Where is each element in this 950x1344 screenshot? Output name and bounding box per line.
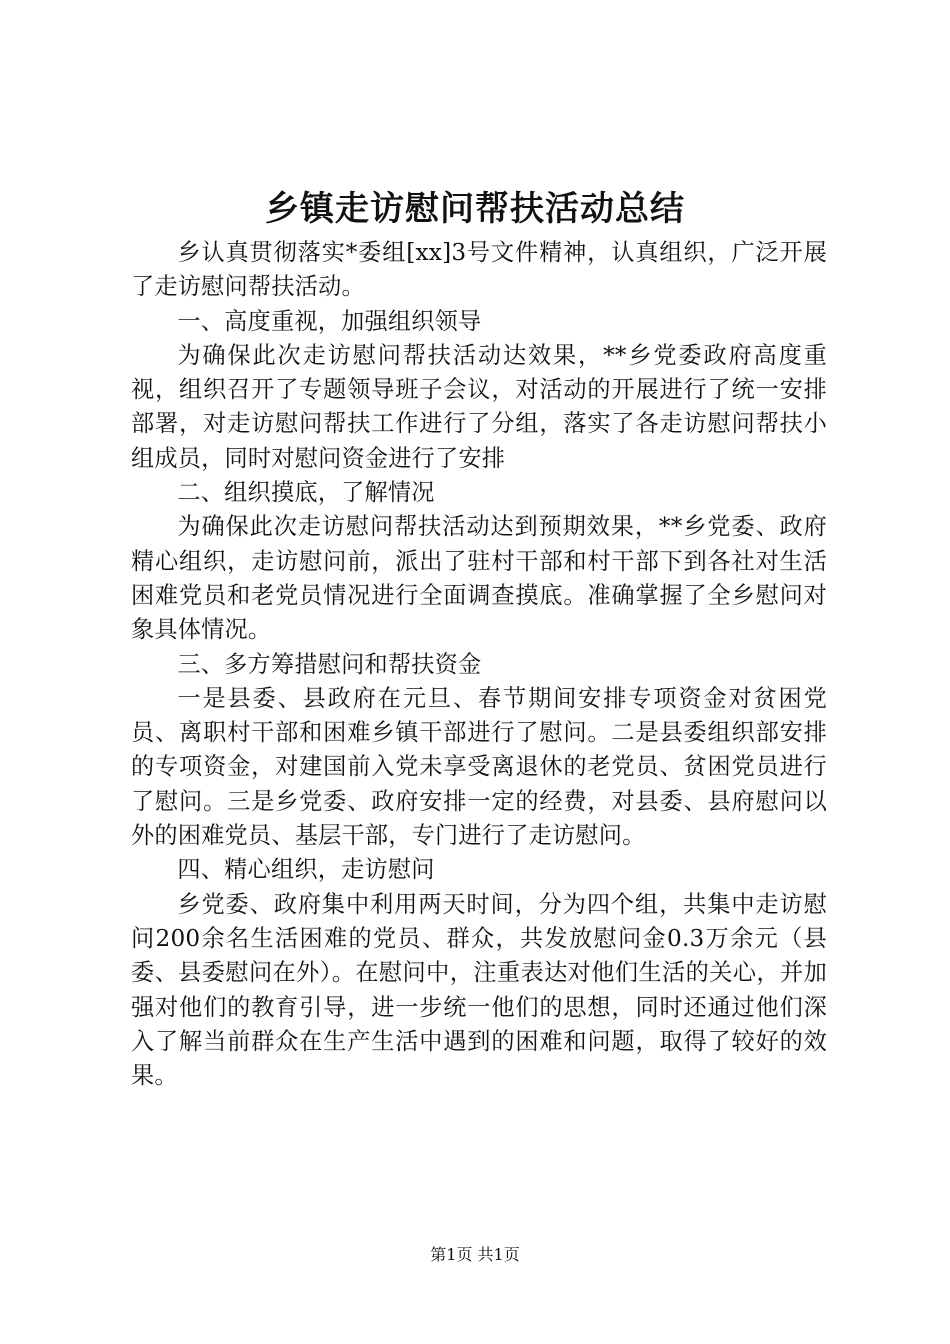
section-heading-2: 二、组织摸底，了解情况 (177, 479, 435, 507)
intro-paragraph: 乡认真贯彻落实*委组[xx]3号文件精神，认真组织，广泛开展了走访慰问帮扶活动。 (131, 239, 827, 301)
section-paragraph-3: 一是县委、县政府在元旦、春节期间安排专项资金对贫困党员、离职村干部和困难乡镇干部进行了慰问。二是县委组织部安排的专项资金，对建国前入党未享受离退休的老党员、贫困党员进行了慰问。三是乡党委、政府安排一定的经费，对县委、县府慰问以外的困难党员、基层干部，专门进行了走访慰问。 (131, 684, 827, 850)
document-body (131, 236, 827, 1093)
page-footer: 第1页 共1页 (430, 1245, 520, 1264)
document-title: 乡镇走访慰问帮扶活动总结 (265, 189, 685, 229)
section-paragraph-1: 为确保此次走访慰问帮扶活动达效果，**乡党委政府高度重视，组织召开了专题领导班子会议，对活动的开展进行了统一安排部署，对走访慰问帮扶工作进行了分组，落实了各走访慰问帮扶小组成员，同时对慰问资金进行了安排 (131, 341, 827, 472)
section-heading-1: 一、高度重视，加强组织领导 (177, 307, 482, 335)
section-paragraph-4: 乡党委、政府集中利用两天时间，分为四个组，共集中走访慰问200余名生活困难的党员、群众，共发放慰问金0.3万余元（县委、县委慰问在外）。在慰问中，注重表达对他们生活的关心，并加强对他们的教育引导，进一步统一他们的思想，同时还通过他们深入了解当前群众在生产生活中遇到的困难和问题，取得了较好的效果。 (131, 890, 827, 1090)
section-heading-4: 四、精心组织，走访慰问 (177, 856, 435, 884)
section-paragraph-2: 为确保此次走访慰问帮扶活动达到预期效果，**乡党委、政府精心组织，走访慰问前，派出了驻村干部和村干部下到各社对生活困难党员和老党员情况进行全面调查摸底。准确掌握了全乡慰问对象具体情况。 (131, 513, 827, 644)
section-heading-3: 三、多方筹措慰问和帮扶资金 (177, 650, 482, 678)
